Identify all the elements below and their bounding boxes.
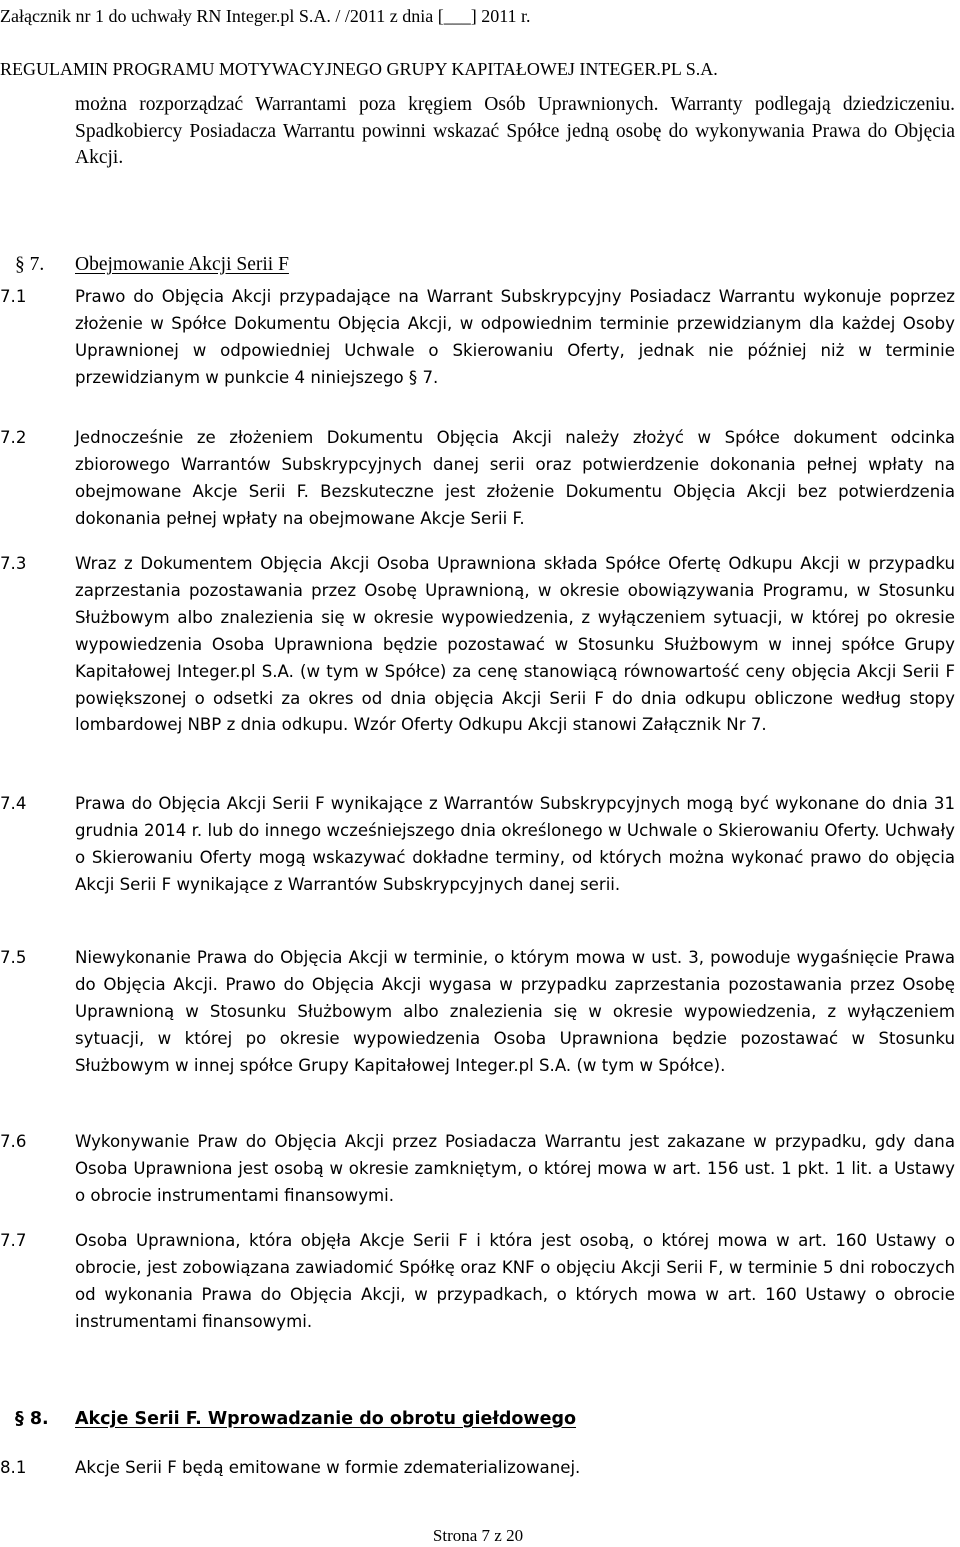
intro-paragraph: można rozporządzać Warrantami poza kręgiem Osób Uprawnionych. Warranty podlegają dziedziczeniu. Spadkobiercy Posiadacza Warrantu powinni wskazać Spółce jedną osobę do wykonywania Prawa do Objęcia Akcji.	[75, 94, 955, 169]
section-7-title: Obejmowanie Akcji Serii F	[75, 254, 289, 275]
paragraph-text: Jednocześnie ze złożeniem Dokumentu Objęcia Akcji należy złożyć w Spółce dokument odcinka zbiorowego Warrantów Subskrypcyjnych danej serii oraz potwierdzenie dokonania pełnej wpłaty na obejmowane Akcje Serii F. Bezskuteczne jest złożenie Dokumentu Objęcia Akcji bez potwierdzenia dokonania pełnej wpłaty na obejmowane Akcje Serii F.	[75, 428, 955, 528]
paragraph-number: 7.2	[0, 428, 27, 447]
section-7-number: § 7.	[15, 254, 45, 275]
paragraph-text: Osoba Uprawniona, która objęła Akcje Serii F i która jest osobą, o której mowa w art. 160 Ustawy o obrocie, jest zobowiązana zawiadomić Spółkę oraz KNF o objęciu Akcji Serii F, w terminie 5 dni roboczych od wykonania Prawa do Objęcia Akcji, w przypadkach, o których mowa w art. 160 Ustawy o obrocie instrumentami finansowymi.	[75, 1231, 955, 1331]
page-number: Strona 7 z 20	[432, 1526, 524, 1545]
paragraph-text: Prawo do Objęcia Akcji przypadające na Warrant Subskrypcyjny Posiadacz Warrantu wykonuje poprzez złożenie w Spółce Dokumentu Objęcia Akcji, w odpowiednim terminie przewidzianym dla każdej Osoby Uprawnionej w odpowiedniej Uchwale o Skierowaniu Oferty, jednak nie później niż w terminie przewidzianym w punkcie 4 niniejszego § 7.	[75, 287, 955, 387]
document-header-line2: REGULAMIN PROGRAMU MOTYWACYJNEGO GRUPY KAPITAŁOWEJ INTEGER.PL S.A.	[0, 59, 718, 79]
paragraph-text: Niewykonanie Prawa do Objęcia Akcji w terminie, o którym mowa w ust. 3, powoduje wygaśnięcie Prawa do Objęcia Akcji. Prawo do Objęcia Akcji wygasa w przypadku zaprzestania pozostawania przez Osobę Uprawnioną w Stosunku Służbowym albo znalezienia się w okresie wypowiedzenia, z wyłączeniem sytuacji, w której po okresie wypowiedzenia Osoba Uprawniona będzie pozostawać w Stosunku Służbowym w innej spółce Grupy Kapitałowej Integer.pl S.A. (w tym w Spółce).	[75, 948, 955, 1075]
paragraph-number: 7.7	[0, 1231, 27, 1250]
paragraph-number: 7.6	[0, 1132, 27, 1151]
paragraph-text: Wykonywanie Praw do Objęcia Akcji przez Posiadacza Warrantu jest zakazane w przypadku, gdy dana Osoba Uprawniona jest osobą w okresie zamkniętym, o której mowa w art. 156 ust. 1 pkt. 1 lit. a Ustawy o obrocie instrumentami finansowymi.	[75, 1132, 955, 1205]
paragraph-number: 7.1	[0, 287, 27, 306]
section-8-number: § 8.	[15, 1409, 49, 1429]
paragraph-text: Prawa do Objęcia Akcji Serii F wynikające z Warrantów Subskrypcyjnych mogą być wykonane do dnia 31 grudnia 2014 r. lub do innego wcześniejszego dnia określonego w Uchwale o Skierowaniu Oferty. Uchwały o Skierowaniu Oferty mogą wskazywać dokładne terminy, od których można wykonać prawo do objęcia Akcji Serii F wynikające z Warrantów Subskrypcyjnych danej serii.	[75, 794, 955, 894]
paragraph-text: Wraz z Dokumentem Objęcia Akcji Osoba Uprawniona składa Spółce Ofertę Odkupu Akcji w przypadku zaprzestania pozostawania przez Osobę Uprawnioną, w okresie obowiązywania Programu, w Stosunku Służbowym albo znalezienia się w okresie wypowiedzenia, z wyłączeniem sytuacji, w której po okresie wypowiedzenia Osoba Uprawniona będzie pozostawać w Stosunku Służbowym w innej spółce Grupy Kapitałowej Integer.pl S.A. (w tym w Spółce) za cenę stanowiącą równowartość ceny objęcia Akcji Serii F powiększonej o odsetki za okres od dnia objęcia Akcji Serii F do dnia odkupu obliczone według stopy lombardowej NBP z dnia odkupu. Wzór Oferty Odkupu Akcji stanowi Załącznik Nr 7.	[75, 554, 955, 735]
paragraph-number: 7.5	[0, 948, 27, 967]
document-header-line1: Załącznik nr 1 do uchwały RN Integer.pl S.A. / /2011 z dnia [___] 2011 r.	[0, 6, 531, 26]
paragraph-text: Akcje Serii F będą emitowane w formie zdematerializowanej.	[75, 1458, 581, 1477]
page-footer	[0, 1526, 960, 1546]
paragraph-number: 7.3	[0, 554, 27, 573]
paragraph-number: 7.4	[0, 794, 27, 813]
paragraph-number: 8.1	[0, 1458, 27, 1477]
section-8-title: Akcje Serii F. Wprowadzanie do obrotu giełdowego	[75, 1409, 577, 1429]
